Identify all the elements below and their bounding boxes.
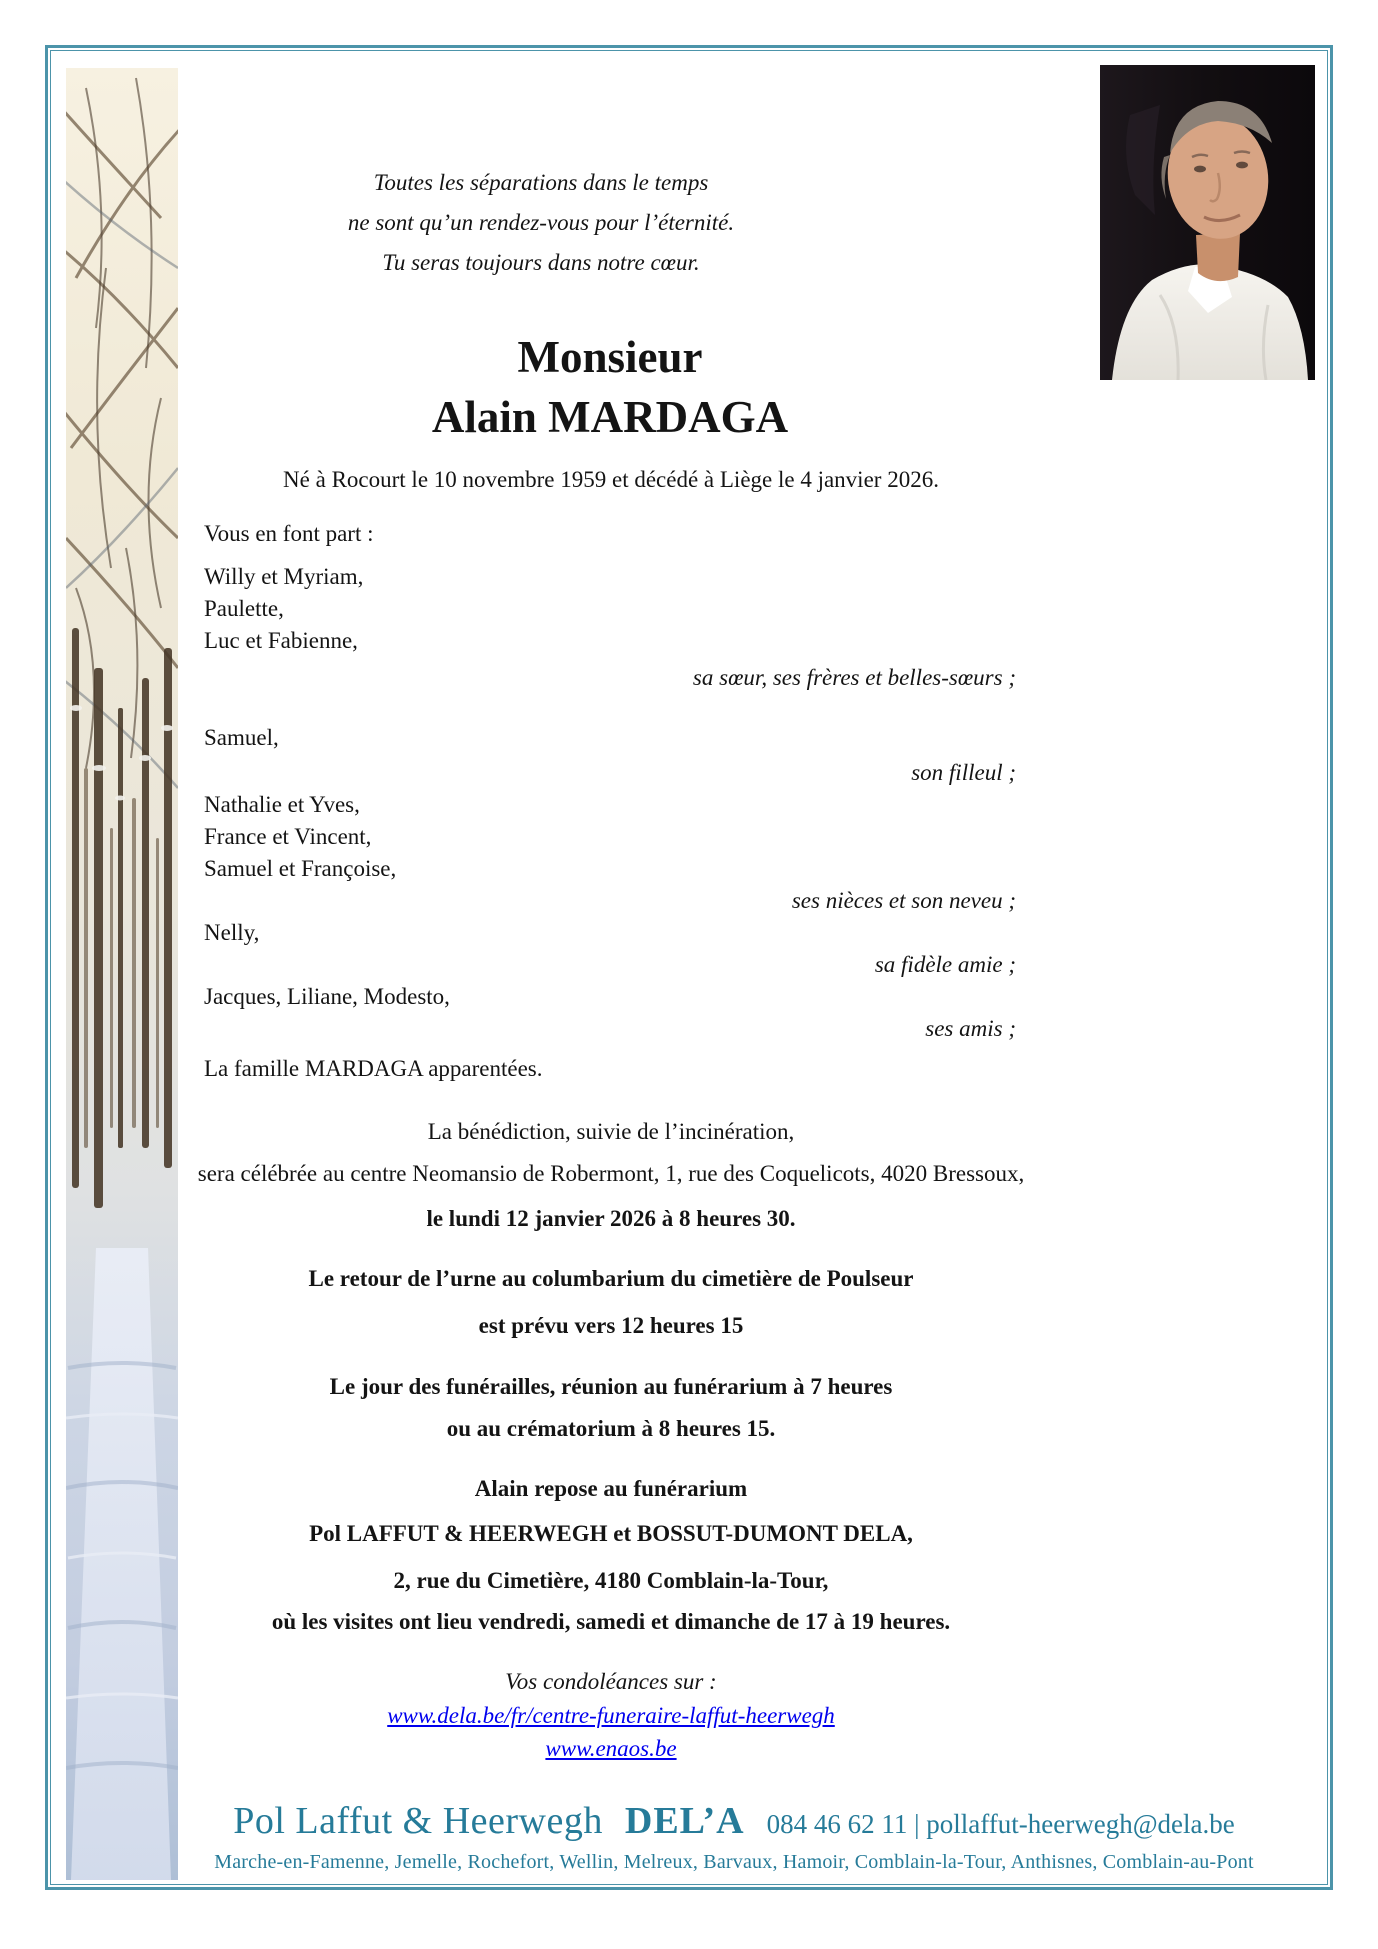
ceremony-line: La bénédiction, suivie de l’incinération, bbox=[427, 1119, 795, 1144]
ceremony-details bbox=[181, 1116, 1041, 1765]
birth-death-line: Né à Rocourt le 10 novembre 1959 et décédé à Liège le 4 janvier 2026. bbox=[283, 467, 939, 492]
deceased-title bbox=[204, 327, 1016, 447]
footer-cities: Marche-en-Famenne, Jemelle, Rochefort, Wellin, Melreux, Barvaux, Hamoir, Comblain-la-Tour, Anthisnes, Comblain-au-Pont bbox=[214, 1851, 1254, 1873]
family-role: ses nièces et son neveu ; bbox=[791, 888, 1016, 913]
funeral-home-footer bbox=[151, 1799, 1317, 1874]
footer-brand-row bbox=[151, 1799, 1317, 1843]
crematorium-line: ou au crématorium à 8 heures 15. bbox=[446, 1416, 776, 1441]
family-announcement bbox=[204, 518, 1016, 1085]
quote-line: Tu seras toujours dans notre cœur. bbox=[382, 250, 700, 275]
family-name: Samuel, bbox=[204, 725, 279, 750]
quote-line: Toutes les séparations dans le temps bbox=[373, 170, 709, 195]
dela-logo: DEL’A bbox=[624, 1800, 745, 1842]
funeral-day-line: Le jour des funérailles, réunion au funérarium à 7 heures bbox=[329, 1374, 893, 1399]
card-outer-border bbox=[45, 45, 1333, 1890]
ceremony-line: sera célébrée au centre Neomansio de Robermont, 1, rue des Coquelicots, 4020 Bressoux, bbox=[197, 1161, 1025, 1186]
announcement-intro: Vous en font part : bbox=[204, 521, 374, 546]
condolences-link-enaos[interactable]: www.enaos.be bbox=[545, 1736, 677, 1761]
portrait-photo bbox=[1100, 65, 1315, 380]
funerarium-name-line: Pol LAFFUT & HEERWEGH et BOSSUT-DUMONT DELA, bbox=[309, 1521, 913, 1546]
deceased-name: Alain MARDAGA bbox=[431, 392, 789, 442]
funerarium-address-line: 2, rue du Cimetière, 4180 Comblain-la-Tour, bbox=[393, 1568, 829, 1593]
condolences-label: Vos condoléances sur : bbox=[505, 1669, 717, 1694]
visits-line: où les visites ont lieu vendredi, samedi et dimanche de 17 à 19 heures. bbox=[271, 1609, 951, 1634]
footer-email[interactable]: pollaffut-heerwegh@dela.be bbox=[926, 1809, 1235, 1839]
family-name: Nathalie et Yves, bbox=[204, 792, 360, 817]
family-closing: La famille MARDAGA apparentées. bbox=[204, 1056, 543, 1081]
memorial-quote bbox=[178, 163, 904, 283]
footer-separator: | bbox=[914, 1809, 920, 1839]
family-role: ses amis ; bbox=[925, 1016, 1016, 1041]
condolences-link-dela[interactable]: www.dela.be/fr/centre-funeraire-laffut-heerwegh bbox=[387, 1703, 835, 1728]
family-name: Nelly, bbox=[204, 920, 260, 945]
footer-phone: 084 46 62 11 bbox=[766, 1809, 908, 1839]
family-name: Willy et Myriam, bbox=[204, 564, 364, 589]
family-role: sa sœur, ses frères et belles-sœurs ; bbox=[692, 665, 1016, 690]
family-name: Luc et Fabienne, bbox=[204, 628, 358, 653]
urn-time-line: est prévu vers 12 heures 15 bbox=[478, 1313, 744, 1338]
card-inner-border bbox=[50, 50, 1328, 1885]
urn-return-line: Le retour de l’urne au columbarium du cimetière de Poulseur bbox=[308, 1266, 914, 1291]
family-name: Paulette, bbox=[204, 596, 284, 621]
footer-brand-name: Pol Laffut & Heerwegh bbox=[233, 1800, 603, 1842]
ceremony-date-line: le lundi 12 janvier 2026 à 8 heures 30. bbox=[426, 1206, 796, 1231]
winter-forest-photo bbox=[66, 68, 178, 1880]
family-role: sa fidèle amie ; bbox=[874, 952, 1016, 977]
repose-line: Alain repose au funérarium bbox=[474, 1476, 748, 1501]
quote-line: ne sont qu’un rendez-vous pour l’éternité. bbox=[347, 210, 735, 235]
family-role: son filleul ; bbox=[911, 760, 1016, 785]
family-name: France et Vincent, bbox=[204, 824, 372, 849]
family-name: Samuel et Françoise, bbox=[204, 856, 397, 881]
family-name: Jacques, Liliane, Modesto, bbox=[204, 984, 450, 1009]
salutation: Monsieur bbox=[517, 332, 703, 382]
